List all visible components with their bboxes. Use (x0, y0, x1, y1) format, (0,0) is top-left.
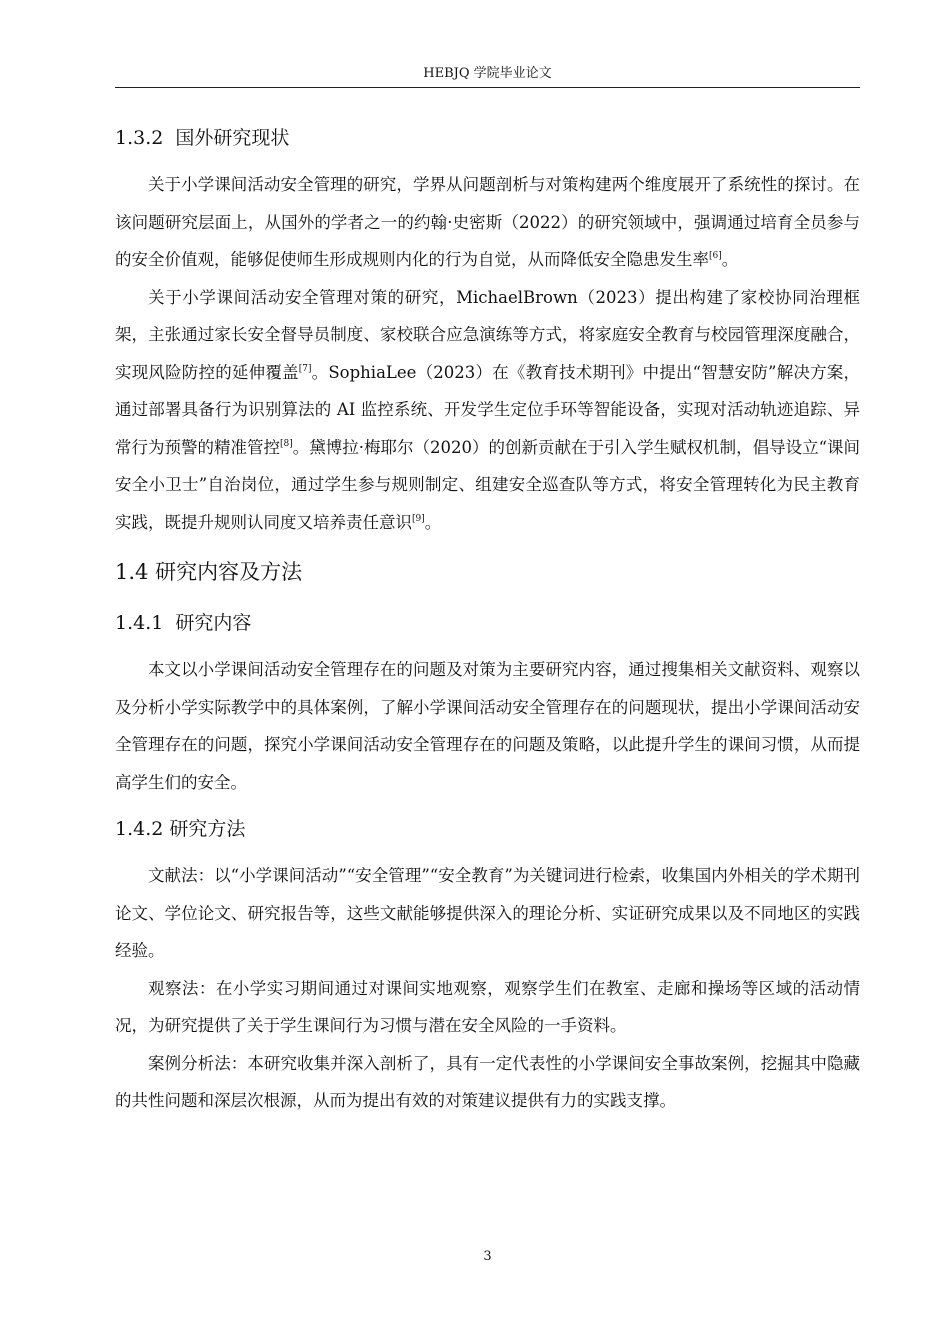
citation-ref: [7] (298, 363, 312, 374)
heading-text: 研究方法 (169, 818, 246, 840)
paragraph-text: 案例分析法：本研究收集并深入剖析了，具有一定代表性的小学课间安全事故案例，挖掘其中隐藏的共性问题和深层次根源，从而为提出有效的对策建议提供有力的实践支撑。 (115, 1053, 860, 1110)
paragraph (115, 166, 860, 279)
paragraph-text: 文献法：以“小学课间活动”“安全管理”“安全教育”为关键词进行检索，收集国内外相关的学术期刊论文、学位论文、研究报告等，这些文献能够提供深入的理论分析、实证研究成果以及不同地区的实践经验。 (115, 866, 860, 960)
page-number: 3 (483, 1249, 492, 1264)
header-divider (115, 87, 860, 88)
page-body (115, 120, 860, 1120)
heading-1-3-2 (115, 124, 860, 152)
paragraph (115, 1045, 860, 1120)
paragraph-text: 。SophiaLee（2023）在《教育技术期刊》中提出“智慧安防”解决方案，通过部署具备行为识别算法的 AI 监控系统、开发学生定位手环等智能设备，实现对活动轨迹追踪、异常行为预警的精准管控 (115, 362, 861, 457)
heading-number: 1.4.2 (115, 818, 164, 840)
paragraph-text: 本文以小学课间活动安全管理存在的问题及对策为主要研究内容，通过搜集相关文献资料、观察以及分析小学实际教学中的具体案例，了解小学课间活动安全管理存在的问题现状，提出小学课间活动安全管理存在的问题，探究小学课间活动安全管理存在的问题及策略，以此提升学生的课间习惯，从而提高学生们的安全。 (115, 660, 860, 792)
heading-number: 1.4 (115, 560, 149, 584)
paragraph-text: 。 (424, 512, 442, 532)
citation-ref: [8] (280, 438, 293, 449)
running-header: HEBJQ 学院毕业论文 (423, 66, 552, 81)
heading-number: 1.3.2 (115, 127, 164, 149)
paragraph (115, 970, 860, 1045)
paragraph (115, 279, 860, 542)
paragraph-text: 。 (721, 250, 739, 269)
paragraph-text: 观察法：在小学实习期间通过对课间实地观察，观察学生们在教室、走廊和操场等区域的活动情况，为研究提供了关于学生课间行为习惯与潜在安全风险的一手资料。 (115, 978, 860, 1035)
heading-number: 1.4.1 (115, 612, 164, 634)
heading-text: 研究内容及方法 (155, 560, 303, 584)
paragraph-text: 关于小学课间活动安全管理的研究，学界从问题剖析与对策构建两个维度展开了系统性的探讨。在该问题研究层面上，从国外的学者之一的约翰·史密斯（2022）的研究领域中，强调通过培育全员参与的安全价值观，能够促使师生形成规则内化的行为自觉，从而降低安全隐患发生率 (115, 175, 860, 269)
heading-text: 研究内容 (175, 612, 252, 634)
citation-ref: [6] (709, 251, 722, 261)
paragraph-text: 。黛博拉·梅耶尔（2020）的创新贡献在于引入学生赋权机制，倡导设立“课间安全小卫士”自治岗位，通过学生参与规则制定、组建安全巡查队等方式，将安全管理转化为民主教育实践，既提升规则认同度又培养责任意识 (115, 437, 861, 532)
paragraph-text: 关于小学课间活动安全管理对策的研究，MichaelBrown（2023）提出构建了家校协同治理框架，主张通过家长安全督导员制度、家校联合应急演练等方式，将家庭安全教育与校园管理深度融合，实现风险防控的延伸覆盖 (115, 287, 860, 382)
citation-ref: [9] (412, 513, 425, 524)
heading-1-4-2 (115, 815, 860, 843)
paragraph (115, 857, 860, 970)
heading-text: 国外研究现状 (175, 127, 290, 149)
heading-1-4-1 (115, 609, 860, 637)
heading-1-4 (115, 557, 860, 587)
paragraph (115, 651, 860, 801)
